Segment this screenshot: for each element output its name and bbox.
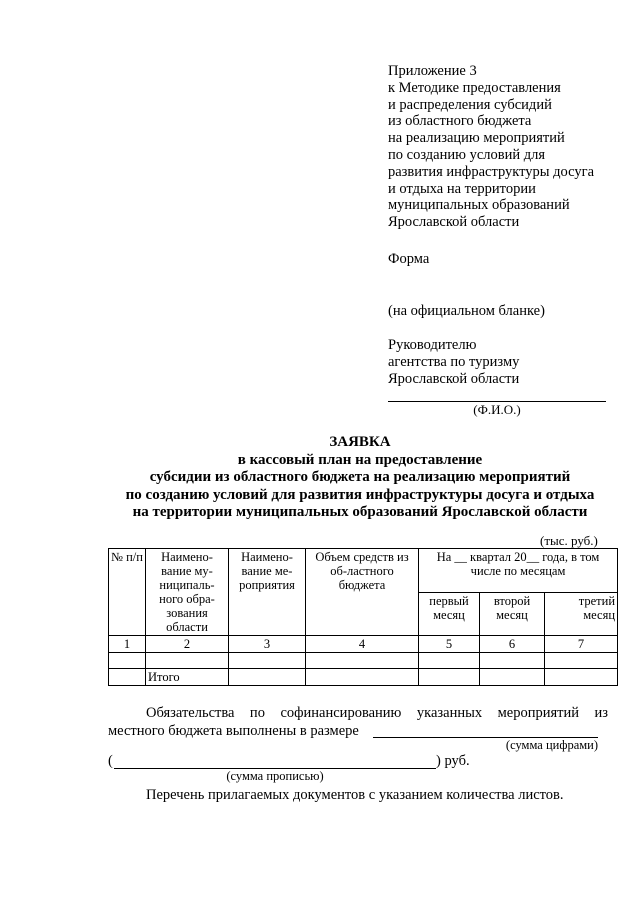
header-line: муниципальных образований: [388, 197, 570, 214]
table-cell: [109, 669, 146, 686]
header-event: Наимено-вание ме-роприятия: [229, 549, 306, 636]
header-line: к Методике предоставления: [388, 79, 561, 96]
documents-line: Перечень прилагаемых документов с указанием количества листов.: [146, 787, 564, 803]
col-number: 2: [146, 636, 229, 653]
header-line: развития инфраструктуры досуга: [388, 163, 595, 180]
table-cell: [480, 669, 545, 686]
units-label: (тыс. руб.): [540, 533, 598, 548]
form-label: Форма: [388, 251, 430, 267]
table-cell: [545, 669, 618, 686]
rub-label: ) руб.: [436, 753, 470, 769]
table-header-row: [109, 549, 618, 593]
header-line: и отдыха на территории: [388, 180, 536, 197]
fio-label: (Ф.И.О.): [473, 402, 521, 417]
header-quarter: На __ квартал 20__ года, в том числе по месяцам: [419, 549, 618, 593]
addressee-line: Ярославской области: [388, 370, 520, 387]
header-line: Приложение 3: [388, 63, 477, 79]
addressee-line: агентства по туризму: [388, 353, 520, 370]
table-cell: [419, 653, 480, 669]
header-month-1: первый месяц: [419, 592, 480, 636]
header-line: на реализацию мероприятий: [388, 130, 565, 147]
col-number: 1: [109, 636, 146, 653]
table-cell: [146, 653, 229, 669]
table-cell: [109, 653, 146, 669]
total-row: [109, 669, 618, 686]
attachment-header: [388, 63, 594, 231]
table-cell: [229, 669, 306, 686]
sum-words-label: (сумма прописью): [226, 769, 324, 783]
addressee-line: Руководителю: [388, 337, 477, 353]
title-line: на территории муниципальных образований Ярославской области: [132, 504, 588, 520]
total-label: Итого: [146, 669, 229, 686]
table-cell: [306, 653, 419, 669]
table-cell: [229, 653, 306, 669]
col-number: 4: [306, 636, 419, 653]
col-number: 3: [229, 636, 306, 653]
table-cell: [419, 669, 480, 686]
header-month-2: второй месяц: [480, 592, 545, 636]
addressee-block: [388, 337, 519, 387]
table-cell: [545, 653, 618, 669]
header-volume: Объем средств из об-ластного бюджета: [306, 549, 419, 636]
budget-table: [108, 548, 618, 686]
col-number: 5: [419, 636, 480, 653]
header-line: и распределения субсидий: [388, 96, 552, 113]
col-number: 6: [480, 636, 545, 653]
header-line: Ярославской области: [388, 214, 520, 231]
title-heading: ЗАЯВКА: [329, 434, 391, 450]
header-line: по созданию условий для: [388, 146, 546, 163]
col-number: 7: [545, 636, 618, 653]
sum-digits-label: (сумма цифрами): [505, 738, 598, 752]
table-cell: [306, 669, 419, 686]
table-row: [109, 653, 618, 669]
header-line: из областного бюджета: [388, 113, 532, 130]
document-title: [60, 434, 640, 522]
obligations-line-2: местного бюджета выполнены в размере: [108, 723, 359, 739]
blank-note: (на официальном бланке): [388, 303, 545, 319]
header-month-3: третий месяц: [545, 592, 618, 636]
open-paren: (: [108, 753, 113, 769]
table-cell: [480, 653, 545, 669]
column-number-row: [109, 636, 618, 653]
title-line: субсидии из областного бюджета на реализацию мероприятий: [149, 469, 571, 485]
header-num: № п/п: [109, 549, 146, 636]
title-line: по созданию условий для развития инфраструктуры досуга и отдыха: [125, 486, 595, 503]
obligations-line-1: Обязательства по софинансированию указанных мероприятий из: [146, 705, 608, 721]
header-municipality: Наимено-вание му-ниципаль-ного обра-зования области: [146, 549, 229, 636]
title-line: в кассовый план на предоставление: [237, 451, 483, 468]
